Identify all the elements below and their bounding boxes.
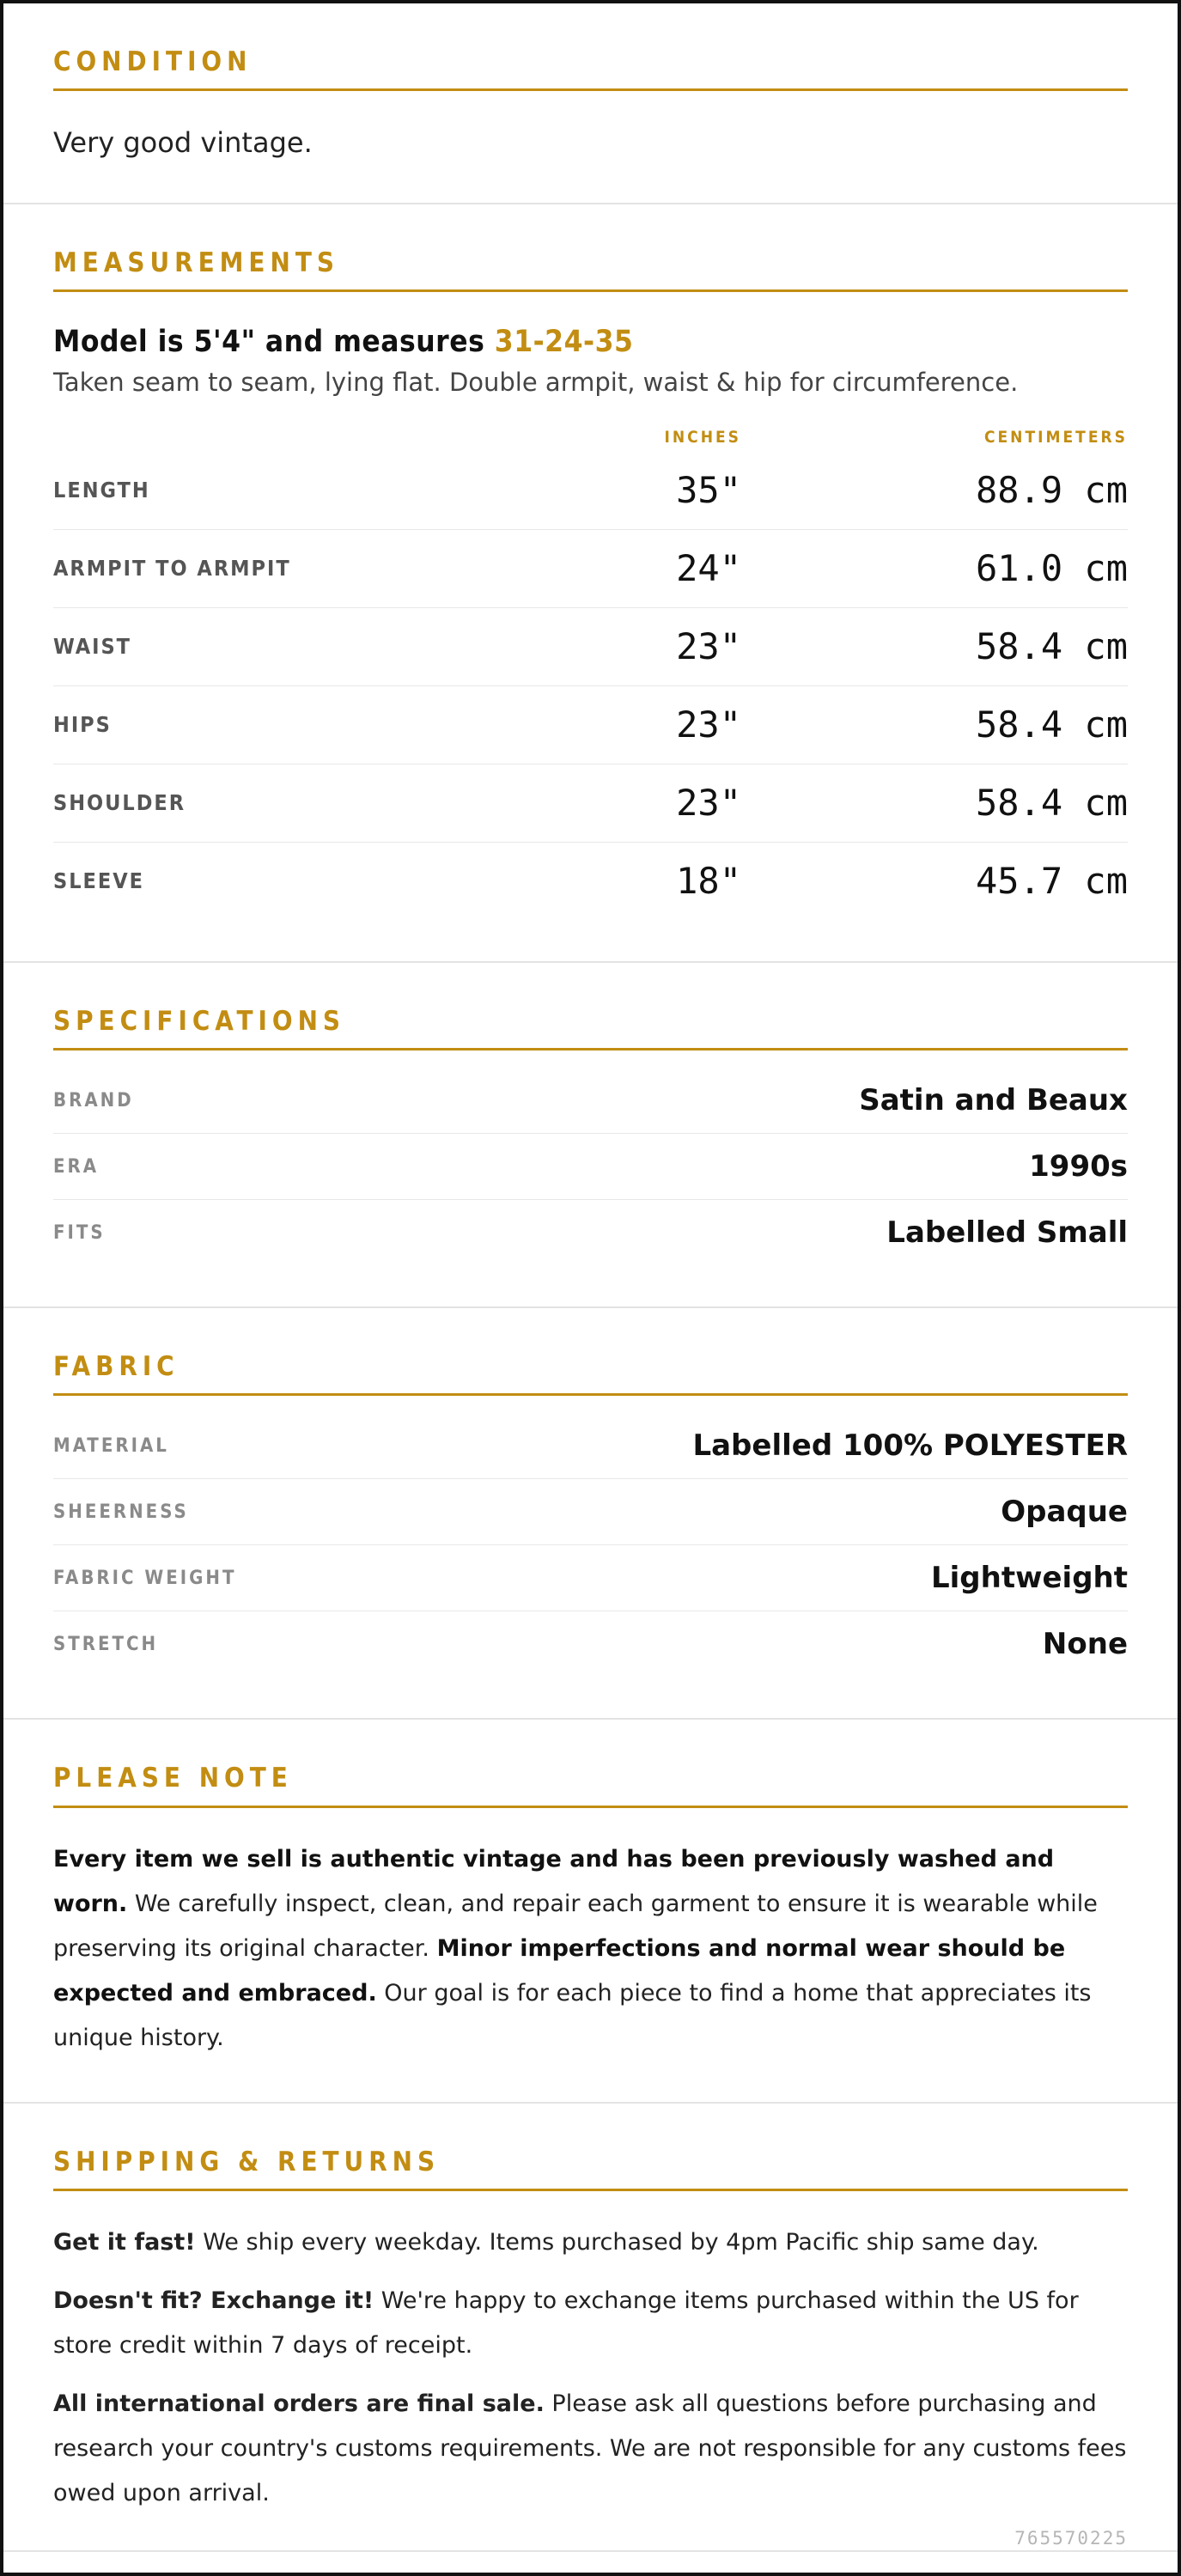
international-paragraph <box>53 2382 1128 2516</box>
measurement-row-shoulder <box>53 764 1128 843</box>
fabric-section <box>3 1308 1178 1720</box>
measurement-label: LENGTH <box>53 478 150 503</box>
shipping-paragraph <box>53 2220 1128 2265</box>
spec-value: Opaque <box>1001 1495 1128 1530</box>
measurement-inches: 23" <box>676 703 741 746</box>
condition-heading: CONDITION <box>53 46 1128 91</box>
measurement-row-length <box>53 452 1128 530</box>
measurement-inches: 35" <box>676 469 741 512</box>
international-text: Please ask all questions before purchasing and research your country's customs requirements. We are not responsible for any customs fees owed upon arrival. <box>53 2390 1127 2506</box>
model-measurements <box>53 325 1128 359</box>
measurement-row-hips <box>53 686 1128 764</box>
note-text-1: We carefully inspect, clean, and repair each garment to ensure it is wearable while preserving its original character. <box>53 1890 1098 1962</box>
shipping-returns-content <box>53 2220 1128 2516</box>
spec-value: Satin and Beaux <box>859 1083 1128 1118</box>
measurement-inches: 23" <box>676 625 741 668</box>
please-note-heading: PLEASE NOTE <box>53 1763 1128 1807</box>
measurement-cm: 58.4 cm <box>975 782 1128 825</box>
product-id-footer <box>3 2504 1178 2573</box>
shipping-returns-section <box>3 2104 1178 2552</box>
spec-value: Labelled 100% POLYESTER <box>692 1428 1128 1464</box>
spec-key: ERA <box>53 1155 100 1178</box>
exchange-text: We're happy to exchange items purchased within the US for store credit within 7 days of receipt. <box>53 2287 1079 2359</box>
spec-row-fits <box>53 1200 1128 1265</box>
measurement-row-armpit <box>53 530 1128 608</box>
measurement-label: WAIST <box>53 634 132 660</box>
spec-key: BRAND <box>53 1089 134 1111</box>
measurement-cm: 61.0 cm <box>975 547 1128 590</box>
specifications-list <box>53 1068 1128 1265</box>
fabric-row-material <box>53 1413 1128 1479</box>
measurement-row-sleeve <box>53 843 1128 920</box>
spec-key: SHEERNESS <box>53 1501 189 1523</box>
measurements-table-header <box>53 428 1128 447</box>
spec-row-brand <box>53 1068 1128 1134</box>
condition-text: Very good vintage. <box>53 126 313 160</box>
measurement-label: SHOULDER <box>53 790 186 816</box>
please-note-text <box>53 1837 1128 2061</box>
measurements-section <box>3 204 1178 963</box>
spec-key: FITS <box>53 1221 106 1244</box>
model-measurements-prefix: Model is 5'4" and measures <box>53 324 495 359</box>
fabric-row-stretch <box>53 1611 1128 1677</box>
condition-section <box>3 3 1178 204</box>
international-bold: All international orders are final sale. <box>53 2390 545 2417</box>
specifications-heading: SPECIFICATIONS <box>53 1006 1128 1050</box>
exchange-bold: Doesn't fit? Exchange it! <box>53 2287 374 2314</box>
measurement-cm: 58.4 cm <box>975 703 1128 746</box>
measurement-label: HIPS <box>53 712 112 738</box>
note-bold-1: Every item we sell is authentic vintage and has been previously washed and worn. <box>53 1845 1055 1917</box>
specifications-section <box>3 963 1178 1308</box>
note-text-2: Our goal is for each piece to find a home that appreciates its unique history. <box>53 1979 1092 2051</box>
please-note-section <box>3 1720 1178 2103</box>
shipping-returns-heading: SHIPPING & RETURNS <box>53 2147 1128 2191</box>
spec-row-era <box>53 1134 1128 1200</box>
exchange-paragraph <box>53 2279 1128 2368</box>
measurement-label: SLEEVE <box>53 868 145 894</box>
fabric-heading: FABRIC <box>53 1351 1128 1396</box>
note-bold-2: Minor imperfections and normal wear should be expected and embraced. <box>53 1934 1066 2007</box>
measurements-table <box>53 452 1128 920</box>
shipping-bold: Get it fast! <box>53 2228 196 2256</box>
product-id: 765570225 <box>1014 2528 1128 2549</box>
spec-key: MATERIAL <box>53 1434 169 1457</box>
spec-value: Labelled Small <box>886 1215 1128 1251</box>
centimeters-column-header: CENTIMETERS <box>983 427 1128 447</box>
model-measurements-numbers: 31-24-35 <box>494 324 634 359</box>
inches-column-header: INCHES <box>664 427 741 447</box>
measurement-cm: 88.9 cm <box>975 469 1128 512</box>
measurement-method-note: Taken seam to seam, lying flat. Double armpit, waist & hip for circumference. <box>53 367 1019 397</box>
measurements-heading: MEASUREMENTS <box>53 247 1128 292</box>
spec-key: FABRIC WEIGHT <box>53 1567 237 1589</box>
fabric-row-weight <box>53 1545 1128 1611</box>
fabric-list <box>53 1413 1128 1677</box>
measurement-label: ARMPIT TO ARMPIT <box>53 556 291 582</box>
header-spacer <box>53 428 569 447</box>
measurement-inches: 23" <box>676 782 741 825</box>
measurement-cm: 58.4 cm <box>975 625 1128 668</box>
measurement-cm: 45.7 cm <box>975 860 1128 903</box>
spec-key: STRETCH <box>53 1633 159 1655</box>
spec-value: 1990s <box>1029 1149 1128 1184</box>
measurement-inches: 18" <box>676 860 741 903</box>
measurement-row-waist <box>53 608 1128 686</box>
measurement-inches: 24" <box>676 547 741 590</box>
fabric-row-sheerness <box>53 1479 1128 1545</box>
spec-value: None <box>1042 1627 1128 1662</box>
spec-value: Lightweight <box>930 1561 1128 1596</box>
shipping-text: We ship every weekday. Items purchased by 4pm Pacific ship same day. <box>195 2228 1039 2256</box>
